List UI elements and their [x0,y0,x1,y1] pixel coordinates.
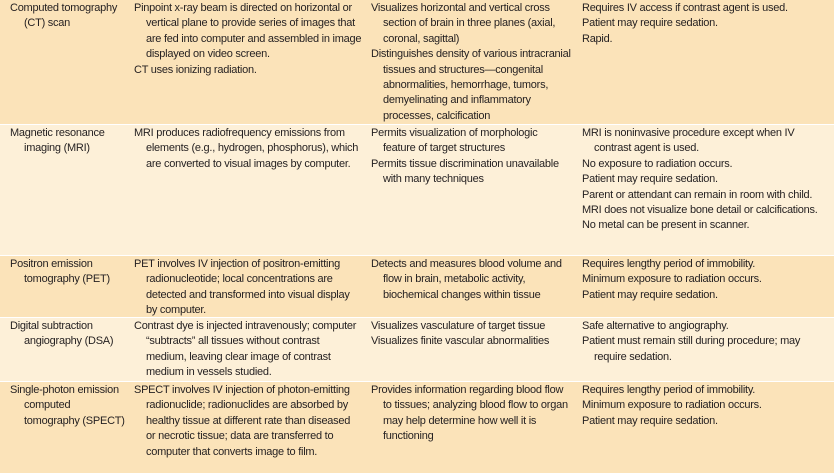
comment-text: MRI does not visualize bone detail or calcifications. [582,204,818,217]
description-text: CT uses ionizing radiation. [134,63,257,76]
comments-cell [582,1,832,47]
comment-text: Parent or attendant can remain in room with child. [582,188,813,201]
purpose-text: Visualizes vasculature of target tissue [371,320,546,332]
description-cell [134,1,362,78]
comments-cell [582,257,832,303]
description-cell [134,126,362,172]
comment-text: Requires IV access if contrast agent is used. [582,2,788,14]
comment-text: Patient may require sedation. [582,17,718,30]
description-text: SPECT involves IV injection of photon-emitting radionuclide; radionuclides are absorbed by healthy tissue at different rate than diseased or necrotic tissue; data are transferred to computer that converts image to film. [134,384,351,458]
comment-text: No exposure to radiation occurs. [582,157,733,170]
purpose-cell [371,126,571,188]
comments-cell [582,319,832,365]
test-name: Single-photon emission computed tomography (SPECT) [10,384,125,427]
comment-text: No metal can be present in scanner. [582,219,750,232]
test-name: Positron emission tomography (PET) [10,258,110,286]
table-row [0,318,834,382]
test-name-cell [10,383,125,429]
test-name: Digital subtraction angiography (DSA) [10,320,114,348]
purpose-cell [371,1,571,124]
purpose-cell [371,383,571,445]
comment-text: Requires lengthy period of immobility. [582,258,756,270]
table-row [0,256,834,318]
purpose-text: Provides information regarding blood flow to tissues; analyzing blood flow to organ may help determine how well it is functioning [371,384,568,443]
table-row [0,382,834,473]
comment-text: Patient may require sedation. [582,173,718,186]
comment-text: Rapid. [582,32,613,45]
description-text: Pinpoint x-ray beam is directed on horizontal or vertical plane to provide series of images that are fed into computer and assembled in image displayed on video screen. [134,2,362,61]
comment-text: Minimum exposure to radiation occurs. [582,399,762,412]
table-row [0,0,834,125]
description-cell [134,257,362,319]
test-name-cell [10,319,125,350]
purpose-text: Visualizes horizontal and vertical cross section of brain in three planes (axial, coronal, sagittal) [371,2,556,45]
comment-text: Requires lengthy period of immobility. [582,384,756,396]
purpose-cell [371,319,571,350]
comments-cell [582,126,832,234]
purpose-cell [371,257,571,303]
comment-text: Safe alternative to angiography. [582,320,729,332]
description-cell [134,319,362,381]
description-text: MRI produces radiofrequency emissions from elements (e.g., hydrogen, phosphorus), which are converted to visual images by computer. [134,127,359,170]
comment-text: Minimum exposure to radiation occurs. [582,273,762,286]
comment-text: Patient may require sedation. [582,288,718,301]
description-cell [134,383,362,460]
comment-text: MRI is noninvasive procedure except when IV contrast agent is used. [582,127,795,155]
comment-text: Patient may require sedation. [582,414,718,427]
purpose-text: Visualizes finite vascular abnormalities [371,335,550,348]
purpose-text: Detects and measures blood volume and flow in brain, metabolic activity, biochemical changes within tissue [371,258,562,301]
description-text: PET involves IV injection of positron-emitting radionucleotide; local concentrations are detected and transformed into visual display by computer. [134,258,350,317]
comments-cell [582,383,832,429]
test-name-cell [10,257,125,288]
description-text: Contrast dye is injected intravenously; computer “subtracts” all tissues without contrast medium, leaving clear image of contrast medium in vessels studied. [134,320,357,379]
test-name: Computed tomography (CT) scan [10,2,118,30]
purpose-text: Permits visualization of morphologic feature of target structures [371,127,538,155]
comment-text: Patient must remain still during procedure; may require sedation. [582,335,801,363]
test-name-cell [10,126,125,157]
table-row [0,125,834,256]
purpose-text: Permits tissue discrimination unavailable with many techniques [371,157,559,186]
purpose-text: Distinguishes density of various intracranial tissues and structures—congenital abnormalities, hemorrhage, tumors, demyelinating and inflammatory processes, calcification [371,48,571,122]
test-name-cell [10,1,125,32]
test-name: Magnetic resonance imaging (MRI) [10,127,105,155]
